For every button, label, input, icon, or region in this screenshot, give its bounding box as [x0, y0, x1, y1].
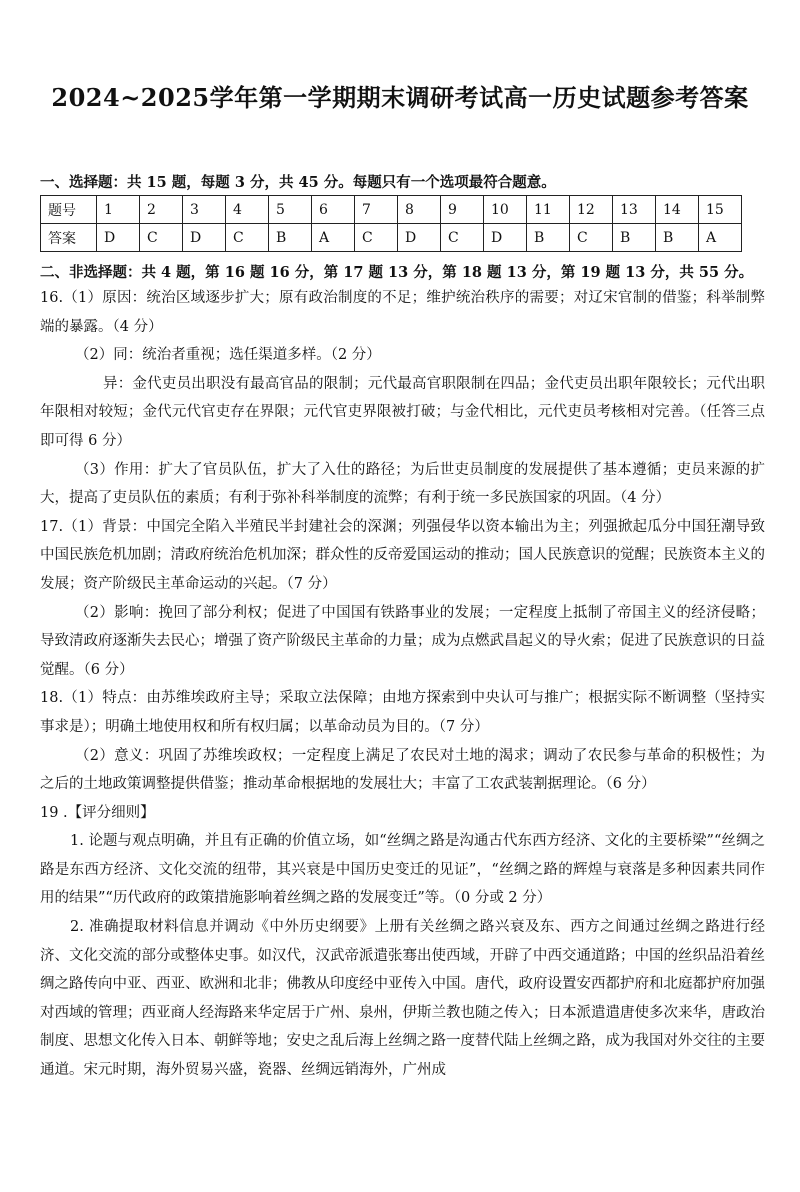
question-number-cell: 6 [312, 196, 355, 224]
question-number-cell: 4 [226, 196, 269, 224]
question-number-cell: 5 [269, 196, 312, 224]
question-number-cell: 2 [140, 196, 183, 224]
answer-cell: D [183, 224, 226, 252]
answer-cell: B [269, 224, 312, 252]
question-number-cell: 12 [570, 196, 613, 224]
answer-cell: D [398, 224, 441, 252]
section2-heading: 二、非选择题：共 4 题，第 16 题 16 分，第 17 题 13 分，第 18 题 13 分，第 19 题 13 分，共 55 分。 [40, 264, 754, 281]
question-number-cell: 10 [484, 196, 527, 224]
answer-body [40, 284, 765, 1085]
question-number-cell: 1 [97, 196, 140, 224]
answer-cell: C [441, 224, 484, 252]
question-number-cell: 15 [699, 196, 742, 224]
answer-cell: C [226, 224, 269, 252]
question-number-cell: 11 [527, 196, 570, 224]
answer-cell: B [656, 224, 699, 252]
answer-cell: A [312, 224, 355, 252]
paragraph-17-1: 17.（1）背景：中国完全陷入半殖民半封建社会的深渊；列强侵华以资本输出为主；列强掀起瓜分中国狂潮导致中国民族危机加剧；清政府统治危机加深；群众性的反帝爱国运动的推动；国人民族意识的觉醒；民族资本主义的发展；资产阶级民主革命运动的兴起。（7 分） [40, 518, 765, 592]
answer-cell: D [484, 224, 527, 252]
paragraph-16-1: 16.（1）原因：统治区域逐步扩大；原有政治制度的不足；维护统治秩序的需要；对辽宋官制的借鉴；科举制弊端的暴露。（4 分） [40, 290, 765, 335]
question-number-cell: 7 [355, 196, 398, 224]
table-row-numbers [41, 196, 742, 224]
paragraph-18-1: 18.（1）特点：由苏维埃政府主导；采取立法保障；由地方探索到中央认可与推广；根据实际不断调整（坚持实事求是）；明确土地使用权和所有权归属；以革命动员为目的。（7 分） [40, 690, 765, 735]
page-title: 2024~2025学年第一学期期末调研考试高一历史试题参考答案 [51, 83, 749, 112]
paragraph-18-2: （2）意义：巩固了苏维埃政权；一定程度上满足了农民对土地的渴求；调动了农民参与革命的积极性；为之后的土地政策调整提供借鉴；推动革命根据地的发展壮大；丰富了工农武装割据理论。（6 分） [40, 747, 765, 793]
question-number-cell: 14 [656, 196, 699, 224]
answer-cell: C [570, 224, 613, 252]
question-number-cell: 13 [613, 196, 656, 224]
paragraph-16-2-diff: 异：金代吏员出职没有最高官品的限制；元代最高官职限制在四品；金代吏员出职年限较长；元代出职年限相对较短；金代元代官吏存在界限；元代官吏界限被打破；与金代相比，元代吏员考核相对完善。（任答三点即可得 6 分） [40, 375, 765, 449]
paragraph-16-2: （2）同：统治者重视；选任渠道多样。（2 分） [75, 347, 381, 364]
answer-cell: D [97, 224, 140, 252]
row-label: 答案 [41, 224, 97, 252]
answer-cell: A [699, 224, 742, 252]
paragraph-19-rule-1: 1. 论题与观点明确，并且有正确的价值立场，如“丝绸之路是沟通古代东西方经济、文化的主要桥梁”“丝绸之路是东西方经济、文化交流的纽带，其兴衰是中国历史变迁的见证”，“丝绸之路的辉煌与衰落是多种因素共同作用的结果”“历代政府的政策措施影响着丝绸之路的发展变迁”等。（0 分或 2 分） [40, 833, 765, 907]
question-number-cell: 3 [183, 196, 226, 224]
question-number-cell: 9 [441, 196, 484, 224]
question-number-cell: 8 [398, 196, 441, 224]
paragraph-16-3: （3）作用：扩大了官员队伍，扩大了入仕的路径；为后世吏员制度的发展提供了基本遵循；吏员来源的扩大，提高了吏员队伍的素质；有利于弥补科举制度的流弊；有利于统一多民族国家的巩固。（4 分） [40, 461, 765, 507]
answer-cell: C [355, 224, 398, 252]
row-label: 题号 [41, 196, 97, 224]
paragraph-19-rule-2: 2. 准确提取材料信息并调动《中外历史纲要》上册有关丝绸之路兴衰及东、西方之间通过丝绸之路进行经济、文化交流的部分或整体史事。如汉代，汉武帝派遣张骞出使西域，开辟了中西交通道路；中国的丝织品沿着丝绸之路传向中亚、西亚、欧洲和北非；佛教从印度经中亚传入中国。唐代，政府设置安西都护府和北庭都护府加强对西域的管理；西亚商人经海路来华定居于广州、泉州，伊斯兰教也随之传入；日本派遣遣唐使多次来华，唐政治制度、思想文化传入日本、朝鲜等地；安史之乱后海上丝绸之路一度替代陆上丝绸之路，成为我国对外交往的主要通道。宋元时期，海外贸易兴盛，瓷器、丝绸远销海外，广州成 [40, 919, 765, 1079]
answer-table [40, 195, 742, 252]
answer-cell: B [527, 224, 570, 252]
table-row-answers [41, 224, 742, 252]
section1-heading: 一、选择题：共 15 题，每题 3 分，共 45 分。每题只有一个选项最符合题意。 [40, 174, 556, 191]
answer-cell: C [140, 224, 183, 252]
paragraph-17-2: （2）影响：挽回了部分利权；促进了中国国有铁路事业的发展；一定程度上抵制了帝国主义的经济侵略；导致清政府逐渐失去民心；增强了资产阶级民主革命的力量；成为点燃武昌起义的导火索；促进了民族意识的日益觉醒。（6 分） [40, 604, 765, 678]
answer-cell: B [613, 224, 656, 252]
paragraph-19-heading: 19 .【评分细则】 [40, 804, 155, 821]
